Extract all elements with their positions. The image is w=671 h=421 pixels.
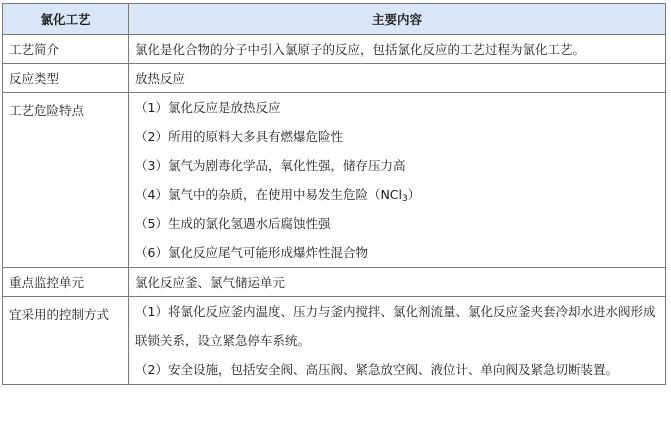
table-row: [3, 297, 666, 385]
control-item: （2）安全设施，包括安全阀、高压阀、紧急放空阀、液位计、单向阀及紧急切断装置。: [135, 362, 618, 377]
row-value-intro: 氯化是化合物的分子中引入氯原子的反应，包括氯化反应的工艺过程为氯化工艺。: [129, 35, 666, 64]
hazard-item-ncl3: [135, 180, 659, 209]
subscript-3: 3: [402, 194, 408, 204]
hazard-item: （1）氯化反应是放热反应: [135, 100, 281, 115]
chlorination-process-table: [2, 3, 666, 385]
row-value-hazards: [129, 93, 666, 268]
row-label-monitor: 重点监控单元: [3, 268, 129, 297]
table-row: [3, 64, 666, 93]
row-value-type: 放热反应: [129, 64, 666, 93]
row-label-hazards: 工艺危险特点: [3, 93, 129, 268]
row-label-intro: 工艺简介: [3, 35, 129, 64]
hazard-item: （2）所用的原料大多具有燃爆危险性: [135, 129, 343, 144]
table-row: [3, 93, 666, 268]
row-value-control: [129, 297, 666, 385]
row-label-type: 反应类型: [3, 64, 129, 93]
hazard-item: （5）生成的氯化氢遇水后腐蚀性强: [135, 216, 331, 231]
hazard-item: （6）氯化反应尾气可能形成爆炸性混合物: [135, 245, 368, 260]
hazard-item-tail: ）: [407, 187, 421, 202]
row-label-control: 宜采用的控制方式: [3, 297, 129, 385]
header-main-content: 主要内容: [129, 4, 666, 35]
table-row: [3, 268, 666, 297]
table-row: [3, 35, 666, 64]
table-header-row: [3, 4, 666, 35]
row-value-monitor: 氯化反应釜、氯气储运单元: [129, 268, 666, 297]
hazard-item-text: （4）氯气中的杂质，在使用中易发生危险（NCl: [135, 187, 403, 202]
control-item: （1）将氯化反应釜内温度、压力与釜内搅拌、氯化剂流量、氯化反应釜夹套冷却水进水阀形成联锁关系，设立紧急停车系统。: [135, 304, 656, 348]
header-process-name: 氯化工艺: [3, 4, 129, 35]
hazard-item: （3）氯气为剧毒化学品，氧化性强，储存压力高: [135, 158, 406, 173]
